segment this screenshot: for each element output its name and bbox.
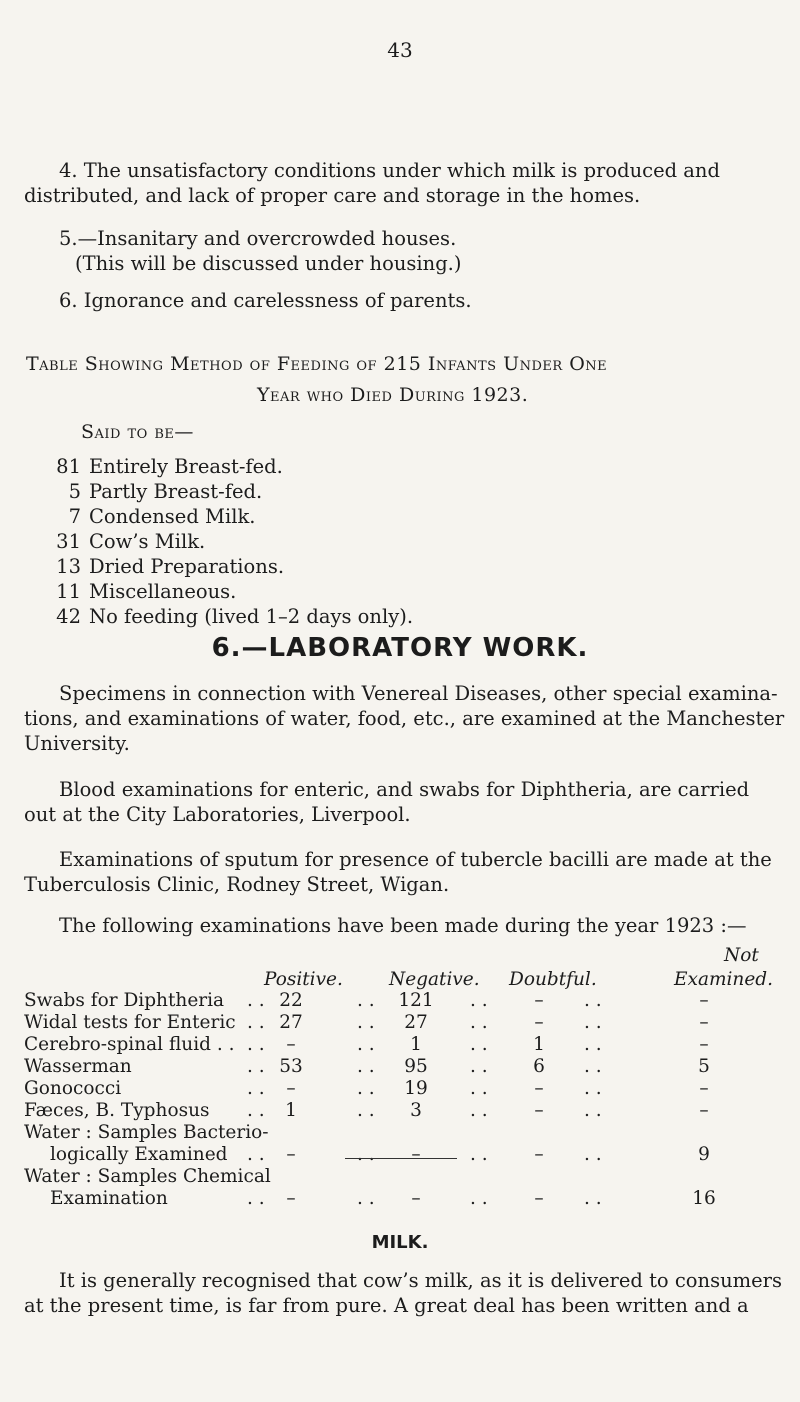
cell-not-examined: 16 [692, 1188, 716, 1209]
text-line: It is generally recognised that cow’s milk, as it is delivered to consumers [59, 1269, 783, 1292]
leader-dots: . . [357, 1012, 375, 1033]
column-header-examined: Examined. [674, 969, 774, 990]
cell-not-examined: – [699, 990, 709, 1011]
cell-negative: – [411, 1144, 421, 1165]
leader-dots: . . [584, 1100, 602, 1121]
cell-positive: – [286, 1144, 296, 1165]
cell-negative: 3 [410, 1100, 422, 1121]
cell-doubtful: – [534, 1078, 544, 1099]
cell-negative: 19 [404, 1078, 428, 1099]
cell-not-examined: – [699, 1100, 709, 1121]
table-row [24, 1166, 794, 1210]
row-label: Gonococci [24, 1078, 122, 1099]
leader-dots: . . [584, 1078, 602, 1099]
cell-positive: – [286, 1078, 296, 1099]
cell-not-examined: 9 [698, 1144, 710, 1165]
column-header-doubtful: Doubtful. [509, 969, 597, 990]
table-row [24, 1056, 794, 1078]
table-row [24, 1100, 794, 1122]
paragraph-item-5 [59, 226, 462, 276]
cell-positive: 53 [279, 1056, 303, 1077]
list-item: 7 Condensed Milk. [68, 505, 256, 528]
paragraph-item-4 [24, 158, 720, 208]
cell-not-examined: – [699, 1034, 709, 1055]
text-line: Tuberculosis Clinic, Rodney Street, Wigan. [24, 873, 450, 896]
cell-negative: – [411, 1188, 421, 1209]
cell-not-examined: – [699, 1078, 709, 1099]
text-line: distributed, and lack of proper care and storage in the homes. [24, 184, 641, 207]
leader-dots: . . [357, 1144, 375, 1165]
cell-doubtful: – [534, 1100, 544, 1121]
text-line: (This will be discussed under housing.) [75, 252, 462, 275]
column-header-negative: Negative. [389, 969, 480, 990]
cell-not-examined: 5 [698, 1056, 710, 1077]
list-item: 81 Entirely Breast-fed. [56, 455, 283, 478]
leader-dots: . . [584, 1034, 602, 1055]
paragraph-item-6: 6. Ignorance and carelessness of parents. [59, 289, 472, 312]
row-label: Water : Samples Bacterio- [24, 1122, 269, 1143]
feeding-list [47, 455, 413, 630]
row-label: Water : Samples Chemical [24, 1166, 271, 1187]
milk-paragraph [24, 1268, 782, 1318]
list-item: 42 No feeding (lived 1–2 days only). [56, 605, 414, 628]
text-line: Examinations of sputum for presence of tubercle bacilli are made at the [59, 848, 772, 871]
row-label: Cerebro-spinal fluid . . [24, 1034, 235, 1055]
list-item: 13 Dried Preparations. [56, 555, 285, 578]
text-line: 5.—Insanitary and overcrowded houses. [59, 227, 457, 250]
leader-dots: . . [247, 1012, 265, 1033]
text-line: Specimens in connection with Venereal Diseases, other special examina- [59, 682, 778, 705]
lab-paragraph-3 [24, 847, 772, 897]
row-label: Fæces, B. Typhosus [24, 1100, 210, 1121]
list-item: 31 Cow’s Milk. [56, 530, 206, 553]
cell-not-examined: – [699, 1012, 709, 1033]
text-line: University. [24, 732, 130, 755]
text-line: tions, and examinations of water, food, etc., are examined at the Manchester [24, 707, 785, 730]
leader-dots: . . [584, 1144, 602, 1165]
cell-doubtful: – [534, 1188, 544, 1209]
leader-dots: . . [470, 1034, 488, 1055]
cell-positive: 1 [285, 1100, 297, 1121]
lab-paragraph-1 [24, 681, 784, 756]
page-number: 43 [387, 38, 413, 62]
cell-doubtful: 6 [533, 1056, 545, 1077]
feeding-table-title-line-2: Year who Died During 1923. [257, 384, 529, 406]
text-line: at the present time, is far from pure. A great deal has been written and a [24, 1294, 749, 1317]
table-row [24, 1034, 794, 1056]
lab-paragraph-2 [24, 777, 749, 827]
leader-dots: . . [584, 1012, 602, 1033]
list-item: 11 Miscellaneous. [56, 580, 237, 603]
leader-dots: . . [247, 1144, 265, 1165]
leader-dots: . . [247, 1078, 265, 1099]
examinations-table-body [24, 990, 794, 1210]
row-label: Wasserman [24, 1056, 132, 1077]
leader-dots: . . [470, 1078, 488, 1099]
cell-positive: – [286, 1034, 296, 1055]
milk-heading: MILK. [371, 1232, 429, 1253]
said-to-be-label: Said to be— [81, 421, 194, 443]
list-item: 5 Partly Breast-fed. [68, 480, 263, 503]
leader-dots: . . [357, 1188, 375, 1209]
column-header-not: Not [724, 945, 759, 966]
leader-dots: . . [470, 990, 488, 1011]
cell-negative: 121 [398, 990, 434, 1011]
row-label: Widal tests for Enteric [24, 1012, 236, 1033]
column-header-positive: Positive. [264, 969, 343, 990]
leader-dots: . . [357, 1100, 375, 1121]
leader-dots: . . [247, 1056, 265, 1077]
cell-doubtful: 1 [533, 1034, 545, 1055]
cell-positive: 27 [279, 1012, 303, 1033]
row-label: Examination [50, 1188, 168, 1209]
leader-dots: . . [357, 1056, 375, 1077]
leader-dots: . . [584, 1188, 602, 1209]
table-row [24, 990, 794, 1012]
leader-dots: . . [357, 1034, 375, 1055]
text-line: out at the City Laboratories, Liverpool. [24, 803, 411, 826]
lab-paragraph-4: The following examinations have been made during the year 1923 :— [59, 914, 747, 937]
table-row [24, 1122, 794, 1166]
table-row [24, 1078, 794, 1100]
text-line: 4. The unsatisfactory conditions under which milk is produced and [59, 159, 720, 182]
leader-dots: . . [247, 1188, 265, 1209]
leader-dots: . . [357, 1078, 375, 1099]
leader-dots: . . [470, 1056, 488, 1077]
text-line: Blood examinations for enteric, and swabs for Diphtheria, are carried [59, 778, 750, 801]
cell-negative: 95 [404, 1056, 428, 1077]
row-label: Swabs for Diphtheria [24, 990, 225, 1011]
cell-doubtful: – [534, 990, 544, 1011]
cell-doubtful: – [534, 1144, 544, 1165]
cell-negative: 27 [404, 1012, 428, 1033]
cell-positive: – [286, 1188, 296, 1209]
leader-dots: . . [247, 1034, 265, 1055]
leader-dots: . . [247, 1100, 265, 1121]
cell-doubtful: – [534, 1012, 544, 1033]
leader-dots: . . [470, 1012, 488, 1033]
leader-dots: . . [584, 1056, 602, 1077]
leader-dots: . . [357, 990, 375, 1011]
leader-dots: . . [247, 990, 265, 1011]
table-row [24, 1012, 794, 1034]
cell-positive: 22 [279, 990, 303, 1011]
laboratory-work-heading: 6.—LABORATORY WORK. [211, 633, 589, 663]
leader-dots: . . [470, 1144, 488, 1165]
leader-dots: . . [470, 1188, 488, 1209]
leader-dots: . . [470, 1100, 488, 1121]
row-label: logically Examined [50, 1144, 228, 1165]
leader-dots: . . [584, 990, 602, 1011]
feeding-table-title-line-1: Table Showing Method of Feeding of 215 Infants Under One [26, 353, 608, 375]
cell-negative: 1 [410, 1034, 422, 1055]
divider-rule [345, 1158, 457, 1159]
